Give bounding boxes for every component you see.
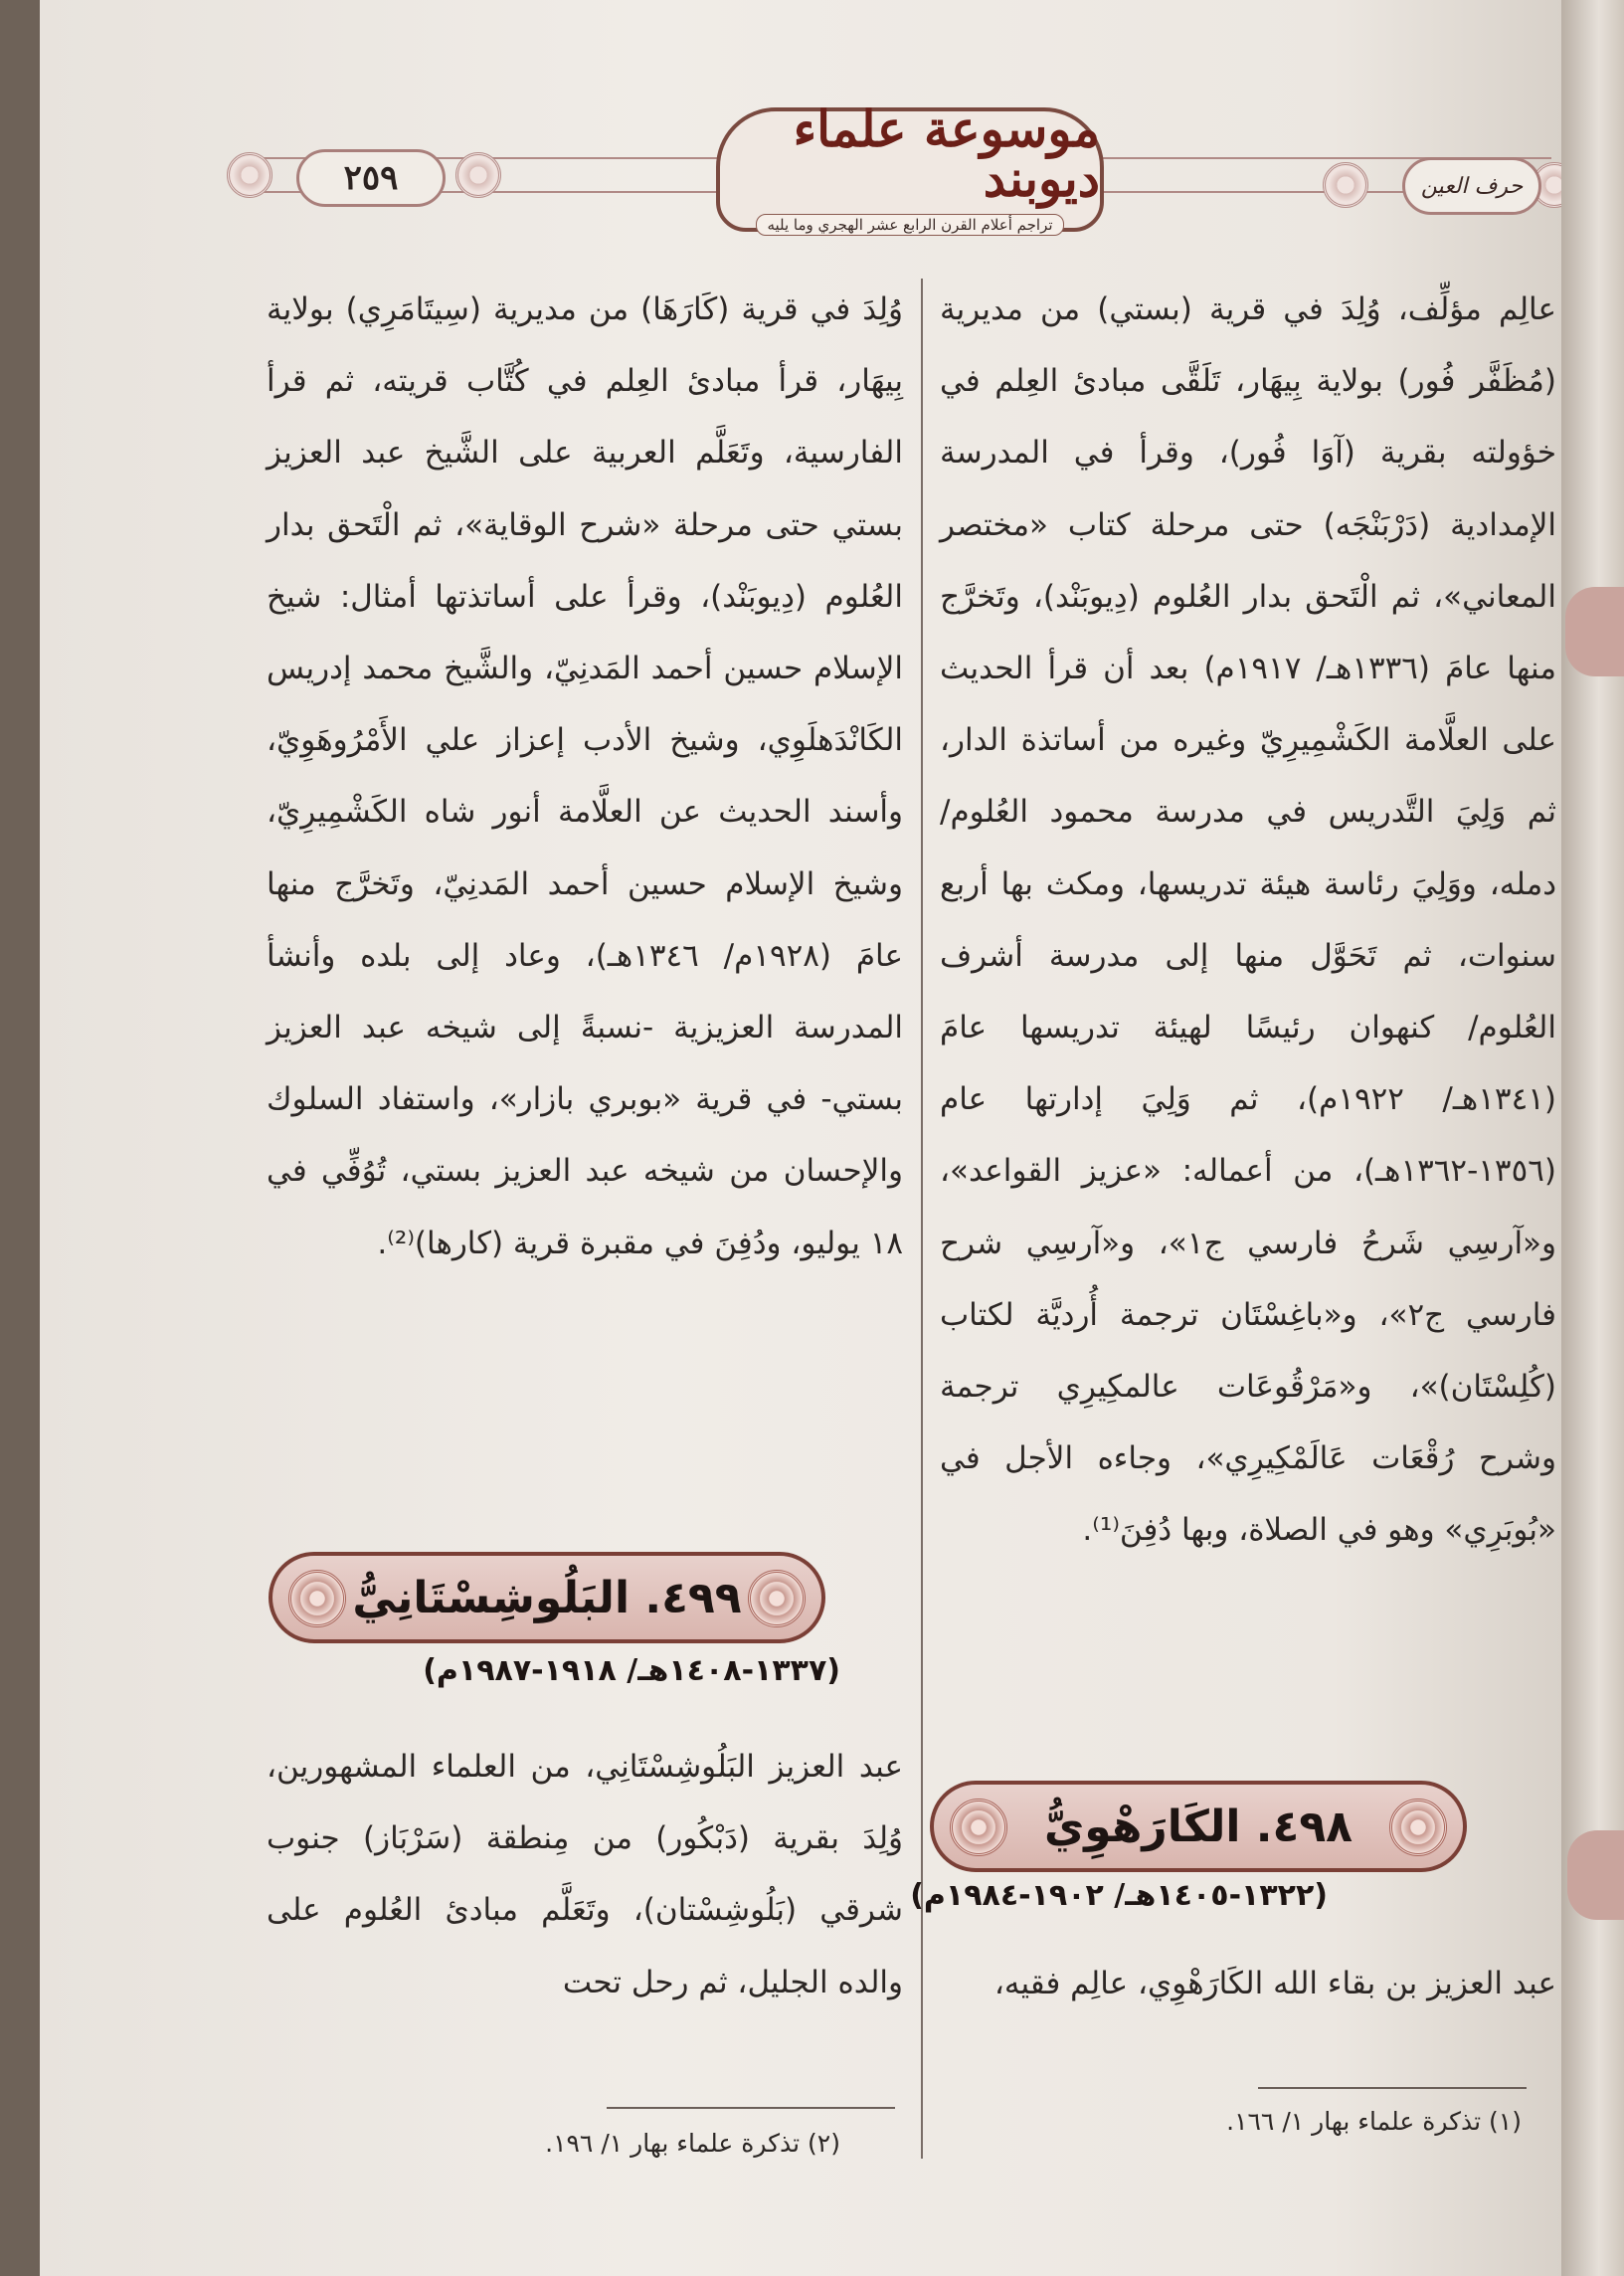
ornament-left-inner [455, 152, 501, 198]
ornament-left-end [227, 152, 272, 198]
right-paragraph-1: عالِم مؤلِّف، وُلِدَ في قرية (بستي) من مديرية (مُظَفَّر فُور) بولاية بِيهَار، تَلَقَّى مبادئ العِلم في خؤولته بقرية (آوَا فُور)، وقرأ في المدرسة الإمدادية (دَرْبَنْجَه) حتى مرحلة كتاب «مختصر المعاني»، ثم الْتَحق بدار العُلوم (دِيوبَنْد)، وتَخرَّج منها عامَ (١٣٣٦هـ/ ١٩١٧م) بعد أن قرأ الحديث على العلَّامة الكَشْمِيرِيّ وغيره من أساتذة الدار، ثم وَلِيَ التَّدريس في مدرسة محمود العُلوم/ دمله، ووَلِيَ رئاسة هيئة تدريسها، ومكث بها أربع سنوات، ثم تَحَوَّل منها إلى مدرسة أشرف العُلوم/ كنهوان رئيسًا لهيئة تدريسها عامَ (١٣٤١هـ/ ١٩٢٢م)، ثم وَلِيَ إدارتها عام (١٣٥٦-١٣٦٢هـ)، من أعماله: «عزيز القواعد»، و«آرسِي شَرحُ فارسي ج١»، و«آرسِي شرح فارسي ج٢»، و«باغِسْتَان ترجمة أُرديَّة لكتاب (كُلِسْتَان)»، و«مَرْقُوعَات عالمكِيرِي ترجمة وشرح رُقْعَات عَالَمْكِيرِي»، وجاءه الأجل في «بُوبَرِي» وهو في الصلاة، وبها دُفِنَ⁽¹⁾. [940, 291, 1556, 1549]
adjacent-banner-fragment [1567, 1830, 1624, 1920]
footnote-2: (٢) تذكرة علماء بهار ١/ ١٩٦. [545, 2129, 840, 2158]
entry-498-dates: (١٣٢٢-١٤٠٥هـ/ ١٩٠٢-١٩٨٤م) [910, 1878, 1328, 1913]
page-number: ٢٥٩ [296, 149, 446, 207]
right-column [940, 274, 1556, 1567]
entry-498-title: ٤٩٨. الكَارَهْوِيُّ [1043, 1801, 1353, 1852]
rosette-icon [748, 1570, 806, 1627]
book-subtitle: تراجم أعلام القرن الرابع عشر الهجري وما يليه [756, 214, 1063, 236]
book-title: موسوعة علماء ديوبند [793, 98, 1100, 208]
footnote-1: (١) تذكرة علماء بهار ١/ ١٦٦. [1226, 2107, 1522, 2136]
entry-498-banner [930, 1781, 1467, 1872]
entry-499-dates: (١٣٣٧-١٤٠٨هـ/ ١٩١٨-١٩٨٧م) [423, 1653, 840, 1688]
adjacent-banner-fragment [1565, 587, 1624, 676]
entry-499-banner [269, 1552, 825, 1643]
footnote-rule-right [1258, 2087, 1527, 2089]
section-label: حرف العين [1402, 157, 1541, 215]
left-paragraph-1: وُلِدَ في قرية (كَارَهَا) من مديرية (سِيتَامَرِي) بولاية بِيهَار، قرأ مبادئ العِلم في كُتَّاب قريته، ثم قرأ الفارسية، وتَعَلَّم العربية على الشَّيخ عبد العزيز بستي حتى مرحلة «شرح الوقاية»، ثم الْتَحق بدار العُلوم (دِيوبَنْد)، وقرأ على أساتذتها أمثال: شيخ الإسلام حسين أحمد المَدنِيّ، والشَّيخ محمد إدريس الكَانْدَهلَوِي، وشيخ الأدب إعزاز علي الأَمْرُوهَوِيّ، وأسند الحديث عن العلَّامة أنور شاه الكَشْمِيرِيّ، وشيخ الإسلام حسين أحمد المَدنِيّ، وتَخرَّج منها عامَ (١٩٢٨م/ ١٣٤٦هـ)، وعاد إلى بلده وأنشأ المدرسة العزيزية -نسبةً إلى شيخه عبد العزيز بستي- في قرية «بوبري بازار»، واستفاد السلوك والإحسان من شيخه عبد العزيز بستي، تُوُفِّي في ١٨ يوليو، ودُفِنَ في مقبرة قرية (كارها)⁽²⁾. [267, 291, 903, 1261]
ornament-right-inner [1323, 162, 1368, 208]
rosette-icon [288, 1570, 346, 1627]
entry-498-body [940, 1948, 1556, 2019]
rosette-icon [1389, 1799, 1447, 1856]
entry-498-text: عبد العزيز بن بقاء الله الكَارَهْوِي، عالِم فقيه، [993, 1966, 1556, 2001]
left-column [267, 274, 903, 1279]
book-page [40, 0, 1561, 2276]
entry-499-body [267, 1731, 903, 2018]
footnote-rule-left [607, 2107, 895, 2109]
rosette-icon [950, 1799, 1007, 1856]
book-title-cartouche [716, 98, 1104, 234]
entry-499-title: ٤٩٩. البَلُوشِسْتَانِيُّ [352, 1572, 742, 1623]
entry-499-text: عبد العزيز البَلُوشِسْتَانِي، من العلماء المشهورين، وُلِدَ بقرية (دَبْكُور) من مِنطقة (سَرْبَاز) جنوب شرقي (بَلُوشِسْتان)، وتَعَلَّم مبادئ العُلوم على والده الجليل، ثم رحل تحت [267, 1749, 903, 2000]
column-divider [921, 279, 923, 2159]
adjacent-page-edge [1561, 0, 1624, 2276]
